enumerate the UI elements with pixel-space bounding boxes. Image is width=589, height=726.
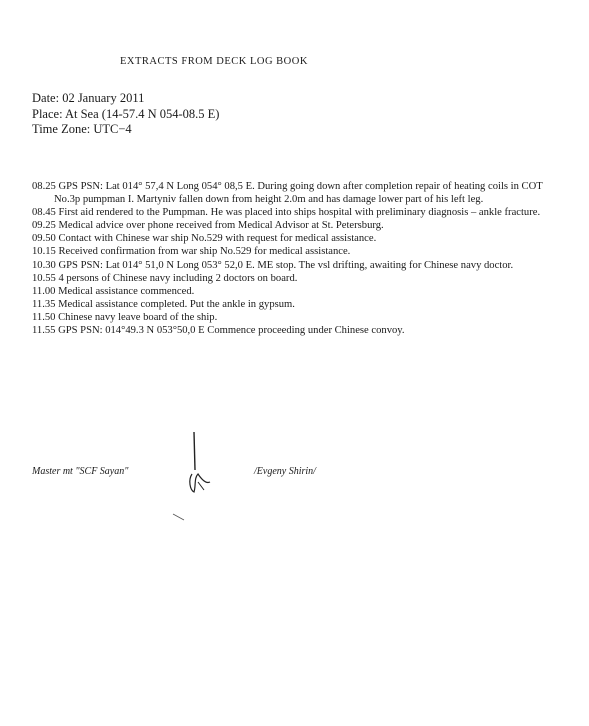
log-entry: 11.35 Medical assistance completed. Put the ankle in gypsum. xyxy=(32,298,295,310)
document-title: EXTRACTS FROM DECK LOG BOOK xyxy=(120,56,308,67)
log-time-zone: Time Zone: UTC−4 xyxy=(32,122,132,136)
log-entries xyxy=(32,180,552,337)
log-entry: 09.50 Contact with Chinese war ship No.529 with request for medical assistance. xyxy=(32,233,377,245)
log-place: Place: At Sea (14-57.4 N 054-08.5 E) xyxy=(32,106,220,121)
log-entry: 10.15 Received confirmation from war ship No.529 for medical assistance. xyxy=(32,246,351,258)
log-header xyxy=(32,91,219,138)
log-entry: 11.00 Medical assistance commenced. xyxy=(32,285,195,297)
log-entry: 11.55 GPS PSN: 014°49.3 N 053°50,0 E Commence proceeding under Chinese convoy. xyxy=(32,325,405,337)
log-entry: 10.30 GPS PSN: Lat 014° 51,0 N Long 053° 52,0 E. ME stop. The vsl drifting, awaiting for Chinese navy doctor. xyxy=(32,259,514,271)
stray-mark xyxy=(172,512,186,522)
master-label: Master mt "SCF Sayan" xyxy=(32,466,129,477)
log-entry: 08.45 First aid rendered to the Pumpman. He was placed into ships hospital with preliminary diagnosis – ankle fracture. xyxy=(32,207,541,219)
log-entry: 11.50 Chinese navy leave board of the ship. xyxy=(32,311,218,323)
master-name: /Evgeny Shirin/ xyxy=(254,466,316,477)
log-date: Date: 02 January 2011 xyxy=(32,91,145,105)
log-entry: 10.55 4 persons of Chinese navy including 2 doctors on board. xyxy=(32,272,298,284)
log-entry: 09.25 Medical advice over phone received from Medical Advisor at St. Petersburg. xyxy=(32,220,384,232)
log-entry: 08.25 GPS PSN: Lat 014° 57,4 N Long 054° 08,5 E. During going down after completion repair of heating coils in COT No.3p pumpman I. Martyniv fallen down from height 2.0m and has damage lower part of his left leg. xyxy=(32,181,543,206)
handwritten-signature xyxy=(172,430,222,500)
